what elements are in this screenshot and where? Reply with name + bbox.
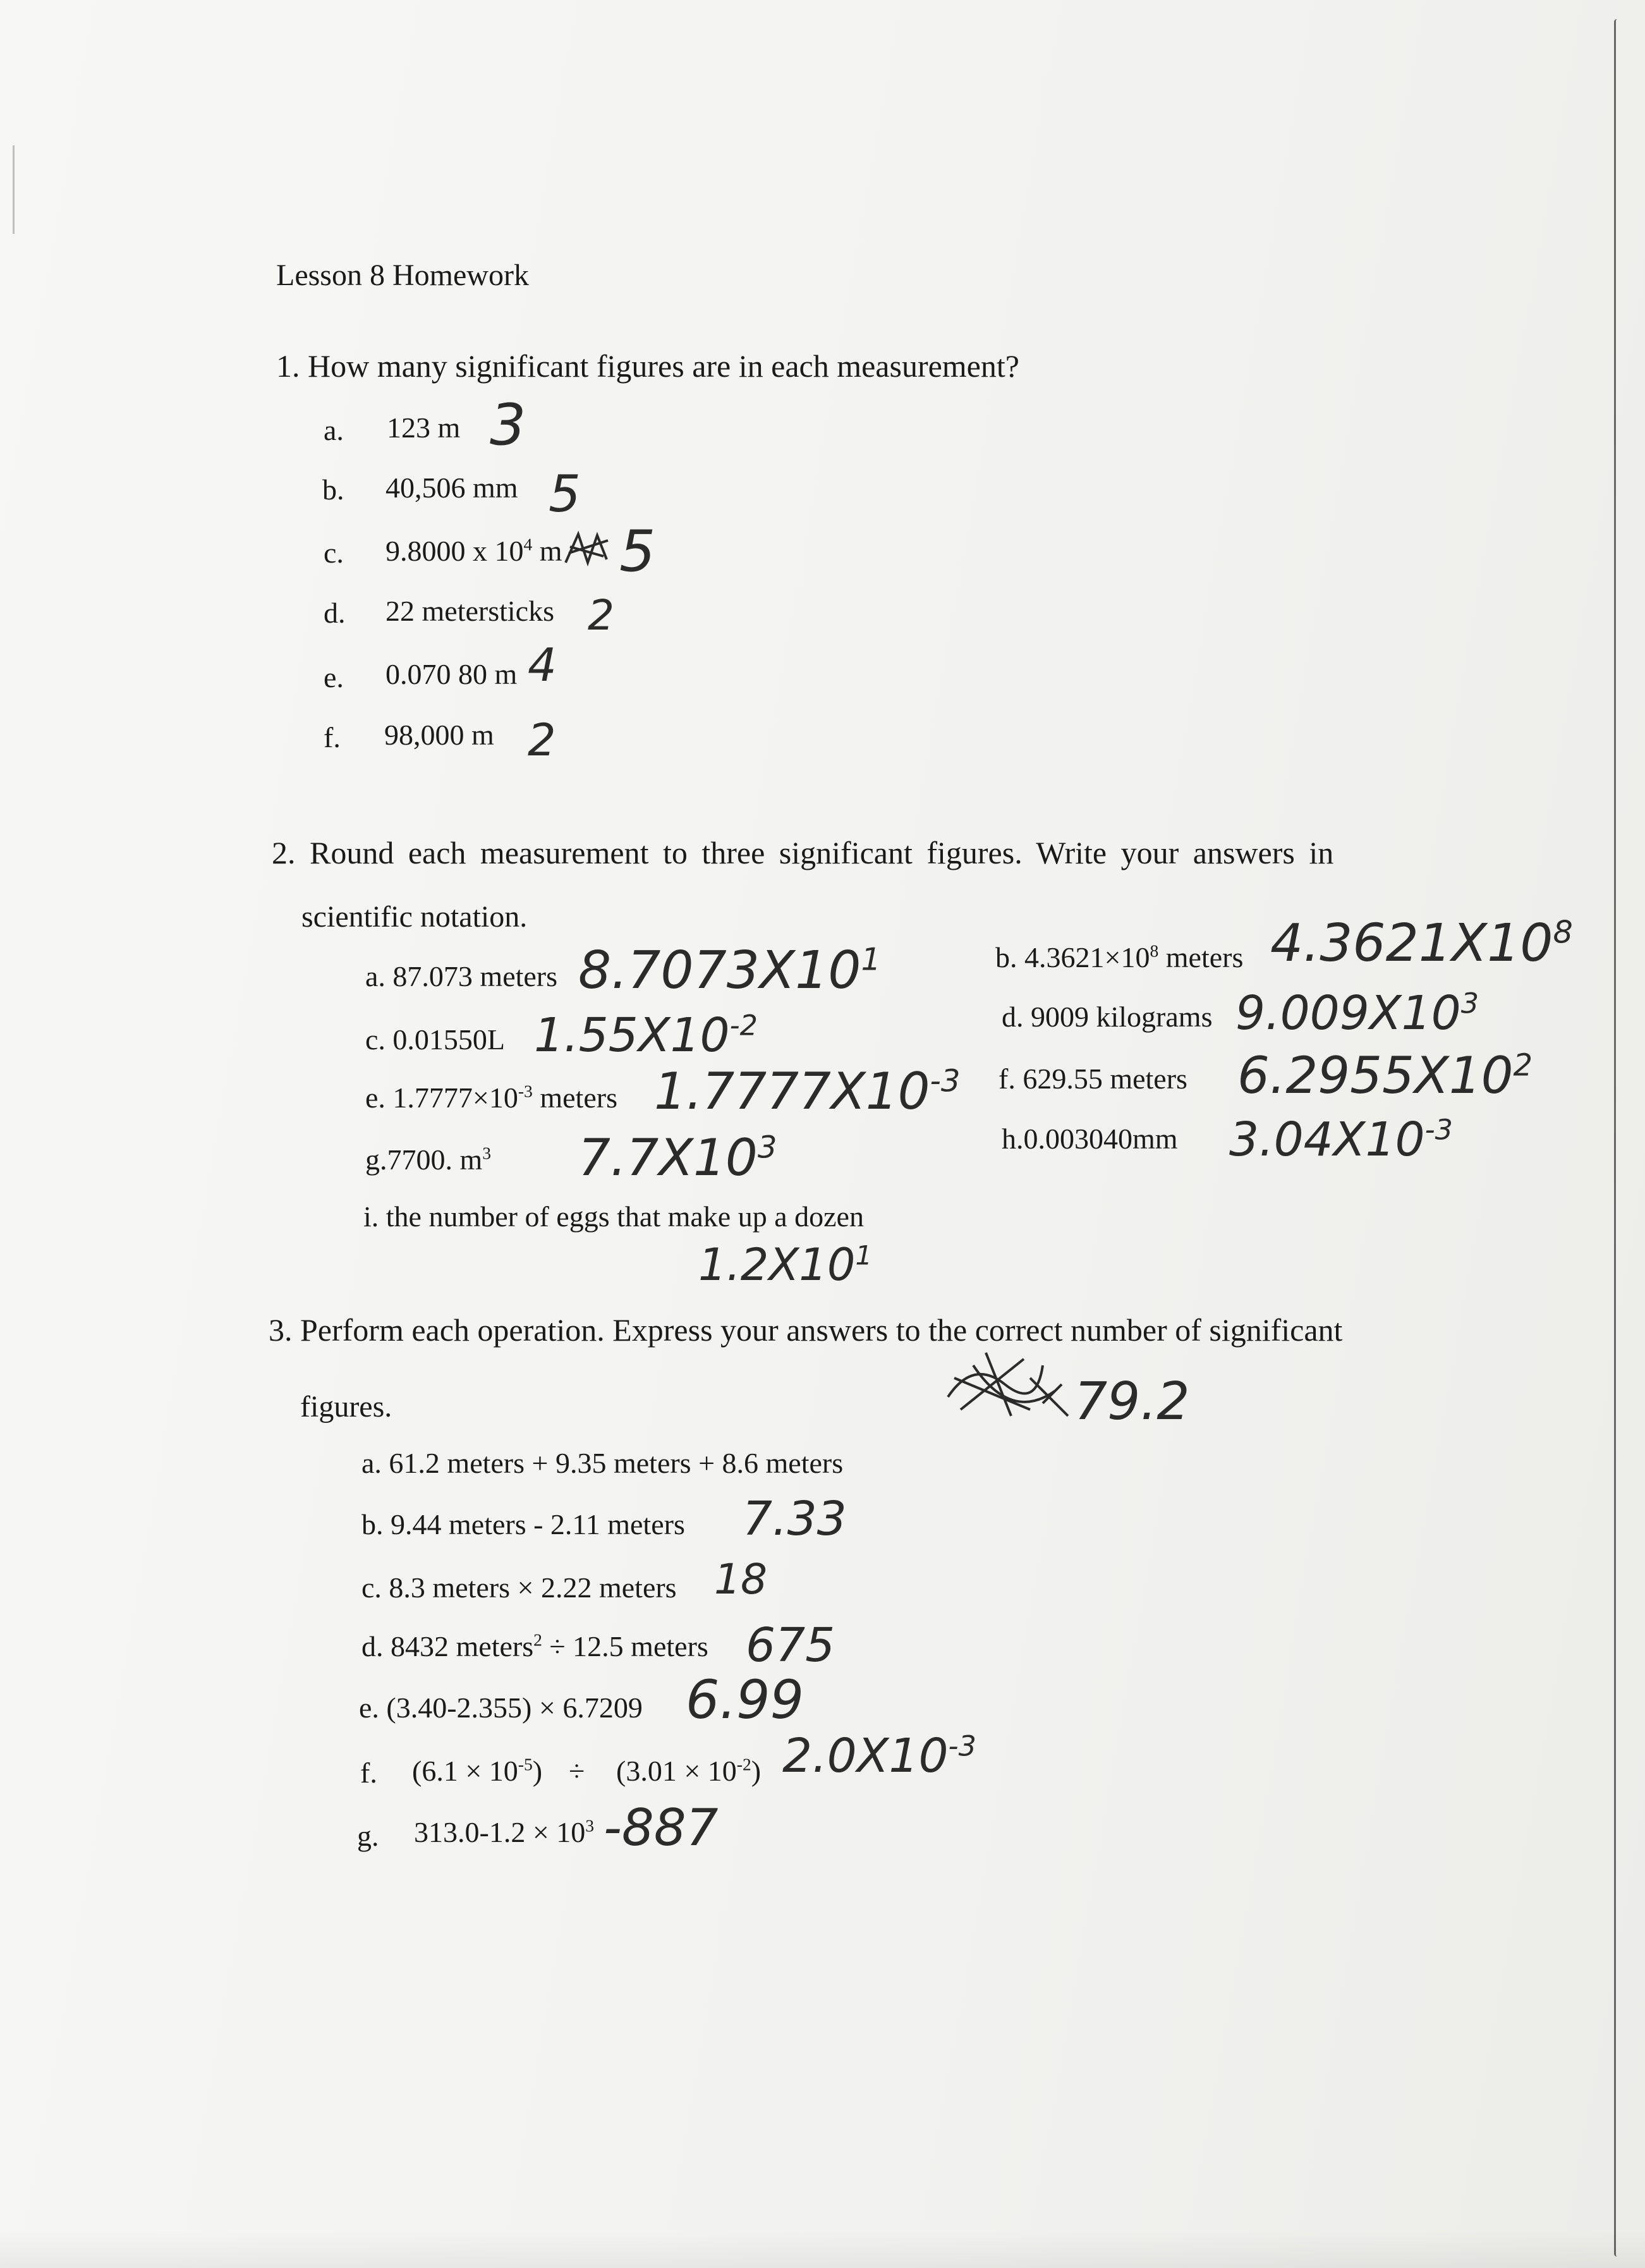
q2-answer: $8.7073X10^1$ bbox=[578, 941, 881, 1001]
q3-item-letter: g. bbox=[357, 1820, 379, 1852]
q1-item-text: 22 metersticks bbox=[385, 595, 554, 627]
q2-answer: $1.2X10^1$ bbox=[698, 1239, 873, 1291]
q1-answer: 2 bbox=[528, 714, 556, 766]
q1-answer: 4 bbox=[528, 638, 557, 692]
q1-item-letter: b. bbox=[322, 473, 344, 506]
q3-item-letter: f. bbox=[360, 1757, 377, 1789]
q1-item-letter: e. bbox=[324, 661, 344, 693]
q1-prompt: 1. How many significant figures are in each measurement? bbox=[276, 348, 1019, 384]
q2-answer: $9.009X10^3$ bbox=[1235, 986, 1479, 1040]
paper-edge-left bbox=[13, 145, 15, 234]
q1-item-letter: c. bbox=[324, 537, 344, 569]
q3-item-part2: $(3.01 \times 10^{-2})$ bbox=[616, 1754, 762, 1787]
q2-item-text: a. 87.073 meters bbox=[365, 960, 558, 992]
page-title: Lesson 8 Homework bbox=[276, 259, 529, 292]
q3-scratch-answer: 79.2 bbox=[1074, 1372, 1190, 1432]
q1-answer: 5 bbox=[619, 518, 656, 585]
q2-answer: $7.7X10^3$ bbox=[578, 1128, 777, 1187]
q2-item-text: e. $1.7777\times 10^{-3}$ meters bbox=[365, 1081, 617, 1114]
q1-answer: 5 bbox=[549, 465, 581, 523]
q2-answer: $6.2955X10^2$ bbox=[1237, 1046, 1533, 1105]
q3-answer: 6.99 bbox=[686, 1669, 804, 1731]
q3-item-text: c. 8.3 meters × 2.22 meters bbox=[361, 1571, 677, 1604]
q1-item-text: 0.070 80 m bbox=[385, 658, 518, 690]
q3-answer: $2.0X10^{-3}$ bbox=[782, 1729, 976, 1783]
q3-item-text: e. (3.40-2.355) × 6.7209 bbox=[359, 1692, 643, 1724]
q1-item-text: 98,000 m bbox=[384, 719, 494, 751]
q1-item-text: 9.8000 x $10^4$ m bbox=[385, 534, 562, 567]
q1-item-letter: a. bbox=[324, 414, 344, 446]
scratch-scribble bbox=[935, 1340, 1081, 1429]
q3-item-operator: ÷ bbox=[569, 1755, 585, 1787]
q2-answer: $1.7777X10^{-3}$ bbox=[654, 1062, 961, 1121]
q2-prompt-continued: scientific notation. bbox=[301, 900, 528, 934]
paper-edge-right bbox=[1614, 19, 1620, 2257]
q3-item-text: a. 61.2 meters + 9.35 meters + 8.6 meters bbox=[361, 1447, 844, 1479]
q3-item-part1: $(6.1 \times 10^{-5})$ bbox=[412, 1754, 543, 1787]
q2-item-text: h.0.003040mm bbox=[1002, 1123, 1178, 1155]
q1-item-text: 123 m bbox=[387, 412, 461, 444]
q2-answer: $3.04X10^{-3}$ bbox=[1229, 1113, 1453, 1167]
q2-prompt: 2. Round each measurement to three significant figures. Write your answers in bbox=[272, 835, 1334, 870]
q3-prompt: 3. Perform each operation. Express your answers to the correct number of significant bbox=[269, 1312, 1343, 1348]
q1-item-letter: f. bbox=[324, 721, 341, 753]
q3-answer: 7.33 bbox=[743, 1492, 847, 1546]
q3-answer: 18 bbox=[714, 1555, 767, 1604]
q2-item-text: d. 9009 kilograms bbox=[1002, 1001, 1213, 1033]
q3-answer: 675 bbox=[746, 1618, 835, 1673]
q2-answer: $1.55X10^{-2}$ bbox=[534, 1008, 758, 1063]
q2-item-text: i. the number of eggs that make up a dozen bbox=[363, 1200, 864, 1233]
q1-answer: 3 bbox=[490, 392, 526, 458]
q2-answer: $4.3621X10^8$ bbox=[1270, 913, 1573, 973]
q1-item-letter: d. bbox=[324, 597, 346, 629]
q2-item-text: f. 629.55 meters bbox=[999, 1063, 1187, 1095]
q3-answer: -887 bbox=[604, 1798, 719, 1857]
q3-item-text: $313.0-1.2 \times 10^3$ bbox=[414, 1815, 595, 1848]
q1-item-text: 40,506 mm bbox=[385, 472, 518, 504]
q3-prompt-continued: figures. bbox=[300, 1390, 392, 1424]
paper-shadow bbox=[0, 2230, 1645, 2268]
q3-item-text: d. 8432 meters$^2$ ÷ 12.5 meters bbox=[361, 1630, 708, 1662]
q2-item-text: g.7700. $m^3$ bbox=[365, 1143, 492, 1176]
q2-item-text: b. $4.3621\times 10^8$ meters bbox=[995, 941, 1244, 973]
q2-item-text: c. 0.01550L bbox=[365, 1023, 506, 1056]
q1-answer: 2 bbox=[588, 591, 614, 640]
q3-item-text: b. 9.44 meters - 2.11 meters bbox=[361, 1508, 685, 1540]
crossed-out-scribble bbox=[562, 528, 613, 572]
